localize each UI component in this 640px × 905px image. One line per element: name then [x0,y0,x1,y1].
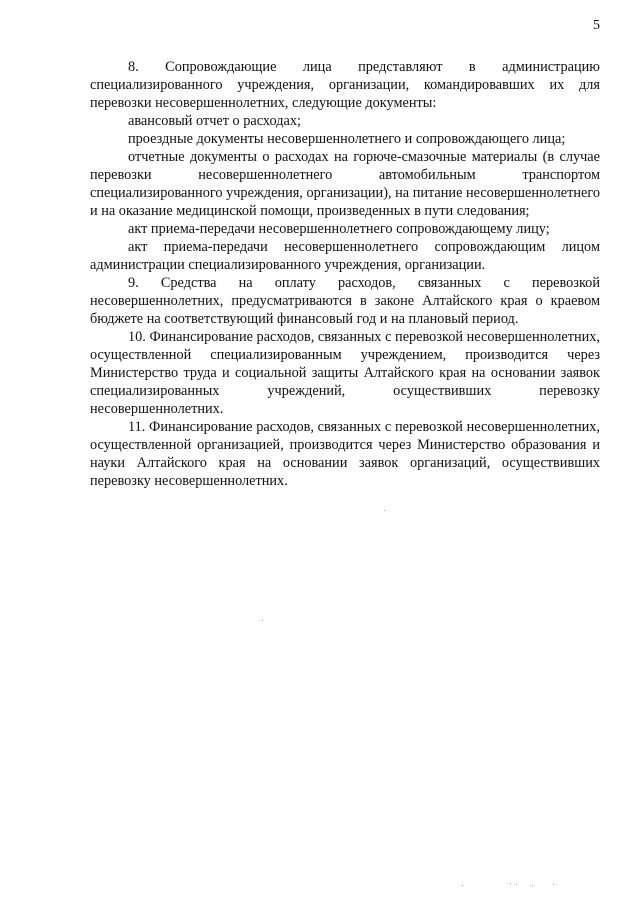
paragraph-10: 10. Финансирование расходов, связанных с перевозкой несовершеннолетних, осуществленной специализированным учреждением, производится через Министерство труда и социальной защиты Алтайского края на основании заявок специализированных учреждений, осуществивших перевозку несовершеннолетних. [90,329,600,417]
scan-speck [510,883,511,884]
scan-speck [462,885,463,886]
scan-speck [516,884,517,885]
document-body [90,58,600,490]
paragraph-8-intro: 8. Сопровождающие лица представляют в администрацию специализированного учреждения, организации, командировавших их для перевозки несовершеннолетних, следующие документы: [90,59,600,111]
paragraph-11: 11. Финансирование расходов, связанных с перевозкой несовершеннолетних, осуществленной организацией, производится через Министерство образования и науки Алтайского края на основании заявок организаций, осуществивших перевозку несовершеннолетних. [90,419,600,489]
scan-speck [384,510,385,511]
scan-speck [553,884,554,885]
list-item-advance-report: авансовый отчет о расходах; [128,113,302,129]
list-item-handover-act-to-escort: акт приема-передачи несовершеннолетнего сопровождающему лицу; [128,221,550,237]
list-item-expense-documents: отчетные документы о расходах на горюче-смазочные материалы (в случае перевозки несовершеннолетнего автомобильным транспортом специализированного учреждения, организации), на питание несовершеннолетнего и на оказание медицинской помощи, произведенных в пути следования; [90,149,600,219]
scan-speck [262,620,263,621]
scan-speck [532,885,533,886]
list-item-handover-act-to-administration: акт приема-передачи несовершеннолетнего сопровождающим лицом администрации специализированного учреждения, организации. [90,239,600,273]
paragraph-9: 9. Средства на оплату расходов, связанных с перевозкой несовершеннолетних, предусматриваются в законе Алтайского края о краевом бюджете на соответствующий финансовый год и на плановый период. [90,275,600,327]
list-item-travel-documents: проездные документы несовершеннолетнего и сопровождающего лица; [128,131,566,147]
page-number: 5 [593,18,600,33]
